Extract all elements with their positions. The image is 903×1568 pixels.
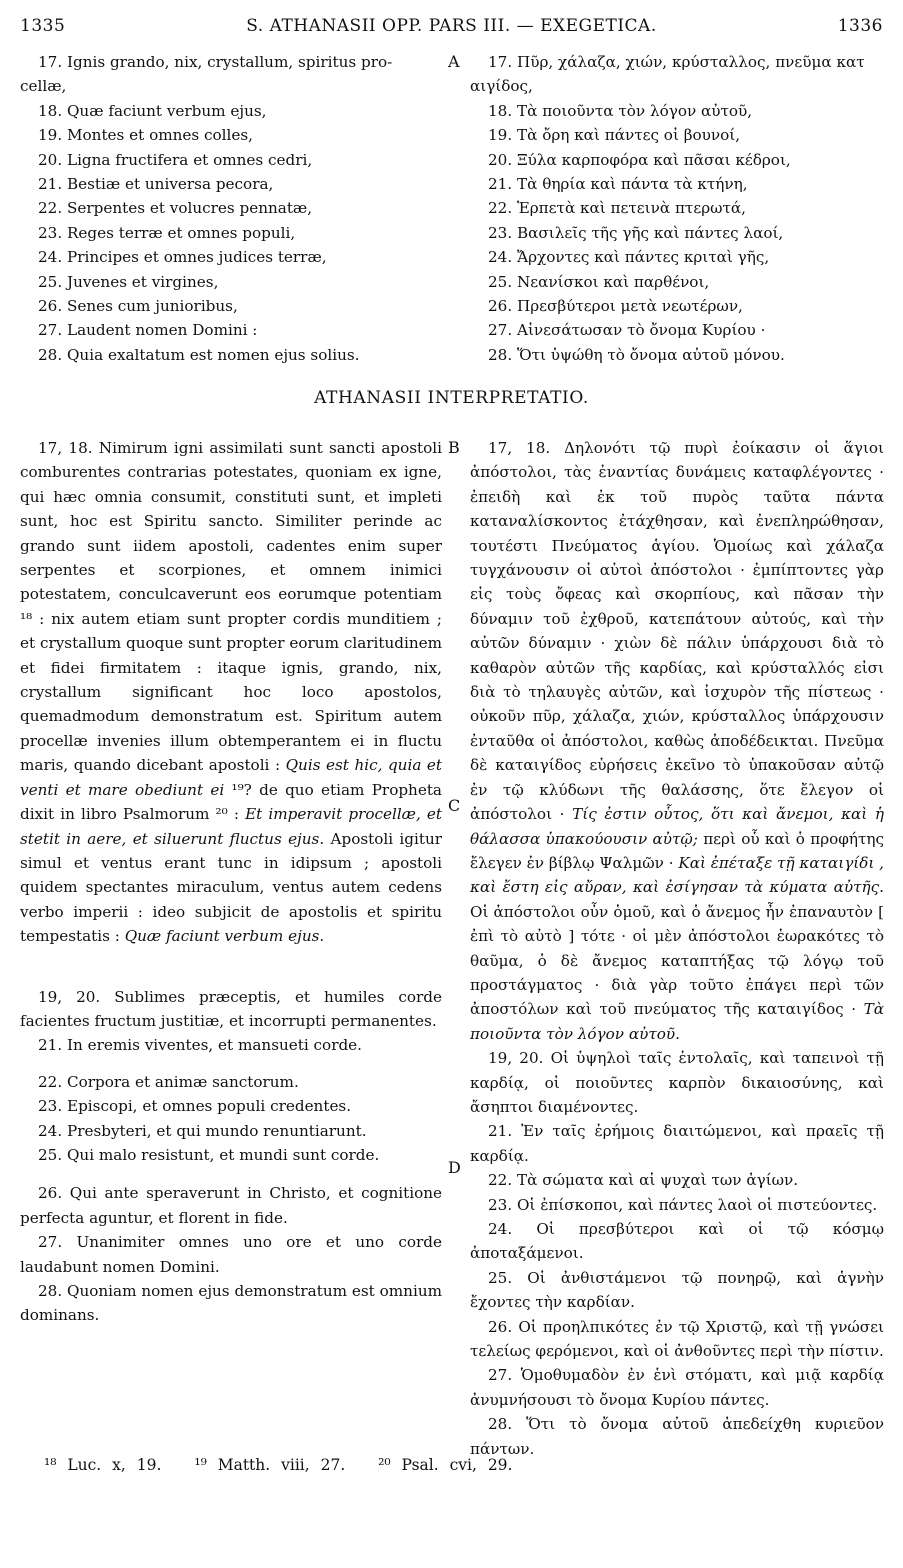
verse-reference: 17, 18. <box>38 439 93 457</box>
quoted-scripture: Quis est hic, quia et venti et mare obediunt ei <box>20 756 442 799</box>
psalm-latin-column <box>20 50 442 367</box>
section-title: ATHANASII INTERPRETATIO. <box>314 388 589 408</box>
psalm-verse-line: 25. Νεανίσκοι καὶ παρθένοι, <box>488 272 710 291</box>
psalm-verse-line: 28. Quia exaltatum est nomen ejus solius. <box>38 345 360 364</box>
psalm-verse-line: 28. Ὅτι ὑψώθη τὸ ὄνομα αὐτοῦ μόνου. <box>488 345 785 364</box>
verse-reference: 27. <box>488 1366 513 1385</box>
header-title: S. ATHANASII OPP. PARS III. — EXEGETICA. <box>246 16 657 36</box>
interpretation-paragraph <box>470 1217 884 1266</box>
interpretation-paragraph <box>20 1279 442 1328</box>
psalm-verse-line: 23. Βασιλεῖς τῆς γῆς καὶ πάντες λαοί, <box>488 223 784 242</box>
psalm-verse-line: 27. Laudent nomen Domini : <box>38 321 258 340</box>
commentary-text: Οἱ ἐπίσκοποι, καὶ πάντες λαοὶ οἱ πιστεύοντες. <box>512 1195 878 1214</box>
commentary-text: Unanimiter omnes uno ore et uno corde laudabunt nomen Domini. <box>20 1233 442 1276</box>
page-number-left: 1335 <box>20 16 66 36</box>
psalm-verse-line: 24. Ἄρχοντες καὶ πάντες κριταὶ γῆς, <box>488 248 770 267</box>
verse-reference: 24. <box>38 1121 63 1140</box>
interpretation-paragraph <box>470 1315 884 1364</box>
interpretation-paragraph <box>20 985 442 1034</box>
verse-reference: 22. <box>488 1171 513 1190</box>
verse-reference: 26. <box>38 1184 63 1203</box>
commentary-text: Quoniam nomen ejus demonstratum est omnium dominans. <box>20 1282 442 1325</box>
verse-reference: 28. <box>488 1415 513 1434</box>
commentary-text: Qui ante speraverunt in Christo, et cognitione perfecta aguntur, et florent in fide. <box>20 1184 442 1227</box>
verse-reference: 17, 18. <box>488 439 551 457</box>
commentary-text: In eremis viventes, et mansueti corde. <box>62 1036 362 1055</box>
psalm-verse-line: 17. Ignis grando, nix, crystallum, spiritus pro- <box>38 53 393 71</box>
interpretation-paragraph <box>20 1070 442 1094</box>
commentary-text: Ἐν ταῖς ἐρήμοις διαιτώμενοι, καὶ πραεῖς τῇ καρδίᾳ. <box>470 1122 884 1165</box>
psalm-verse-line: 19. Montes et omnes colles, <box>38 126 253 145</box>
psalm-verse-line: 18. Quæ faciunt verbum ejus, <box>38 101 267 120</box>
psalm-verse-line: 22. Ἑρπετὰ καὶ πετεινὰ πτερωτά, <box>488 199 746 218</box>
psalm-verse-line: 22. Serpentes et volucres pennatæ, <box>38 199 313 218</box>
verse-reference: 21. <box>38 1036 63 1055</box>
psalm-verse-line: 24. Principes et omnes judices terræ, <box>38 248 327 267</box>
psalm-verse-line: 27. Αἰνεσάτωσαν τὸ ὄνομα Κυρίου · <box>488 321 766 340</box>
verse-reference: 23. <box>38 1097 63 1116</box>
commentary-text: ¹⁸ <box>20 609 33 628</box>
psalm-verse-line: 21. Τὰ θηρία καὶ πάντα τὰ κτήνη, <box>488 175 748 194</box>
interpretation-latin-column <box>20 436 442 1328</box>
interpretation-paragraph <box>470 1119 884 1168</box>
quoted-scripture: Καὶ ἐπέταξε τῇ καταιγίδι , καὶ ἔστη εἰς αὔραν, καὶ ἐσίγησαν τὰ κύματα αὐτῆς. <box>470 853 885 897</box>
commentary-text: Episcopi, et omnes populi credentes. <box>62 1097 352 1116</box>
page-number-right: 1336 <box>837 16 883 36</box>
commentary-text: Nimirum igni assimilati sunt sancti apostoli comburentes contrarias potestates, quoniam ex igne, qui hæc omnia consumit, constituti sunt, et impleti sunt, hoc est Spiritu sancto. Similiter perinde ac grando sunt iidem apostoli, cadentes enim super serpentes et scorpiones, et omnem inimici potestatem, conculcaverunt eos eorumque potentiam <box>20 439 442 604</box>
commentary-text: Apostoli igitur simul et ventus erant tunc in idipsum ; apostoli quidem spectantes miraculum, ventus autem cedens verbo imperii : ideo subjicit de apostolis et spiritu tempestatis : <box>20 829 442 946</box>
verse-reference: 19, 20. <box>488 1049 544 1068</box>
quoted-scripture: Et imperavit procellæ, et stetit in aere, et siluerunt fluctus ejus. <box>20 805 442 848</box>
interpretation-paragraph <box>20 436 442 949</box>
verse-reference: 24. <box>488 1220 513 1238</box>
commentary-text: Qui malo resistunt, et mundi sunt corde. <box>62 1145 380 1164</box>
interpretation-paragraph <box>470 436 884 1046</box>
interpretation-paragraph <box>20 1143 442 1167</box>
interpretation-paragraph <box>20 1094 442 1118</box>
commentary-text: Ὁμοθυμαδὸν ἐν ἑνὶ στόματι, καὶ μιᾷ καρδίᾳ ἀνυμνήσουσι τὸ ὄνομα Κυρίου πάντες. <box>470 1366 884 1409</box>
psalm-verse-line: 26. Senes cum junioribus, <box>38 297 238 316</box>
commentary-text: Corpora et animæ sanctorum. <box>62 1072 299 1091</box>
psalm-verse-line: cellæ, <box>20 77 67 96</box>
margin-mark-c: C <box>448 796 461 815</box>
verse-reference: 21. <box>488 1122 513 1141</box>
verse-reference: 27. <box>38 1233 63 1252</box>
interpretation-paragraph <box>470 1412 884 1461</box>
interpretation-paragraph <box>470 1363 884 1412</box>
verse-reference: 28. <box>38 1282 63 1300</box>
commentary-text: Οἱ ἀπόστολοι οὖν ὁμοῦ, καὶ ὁ ἄνεμος ἦν ἐπαναυτὸν [ ἐπὶ τὸ αὐτὸ ] τότε · οἱ μὲν ἀπόστολοι ἑωρακότες τὸ θαῦμα, ὁ δὲ ἄνεμος καταπτήξας τῷ λόγῳ τοῦ προστάγματος · διὰ γὰρ τοῦτο ἐπάγει περὶ τῶν ἀποστόλων καὶ τοῦ πνεύματος τῆς καταιγίδος · <box>470 902 884 1019</box>
verse-reference: 19, 20. <box>38 987 101 1006</box>
psalm-verse-line: 20. Ligna fructifera et omnes cedri, <box>38 150 313 169</box>
interpretation-paragraph <box>20 1230 442 1279</box>
interpretation-paragraph <box>20 1181 442 1230</box>
psalm-verse-line: αιγίδος, <box>470 77 533 96</box>
verse-reference: 23. <box>488 1195 513 1214</box>
interpretation-paragraph <box>470 1046 884 1119</box>
margin-mark-b: B <box>448 438 460 457</box>
commentary-text: Sublimes præceptis, et humiles corde facientes fructum justitiæ, et incorrupti permanentes. <box>20 987 442 1030</box>
margin-mark-a: A <box>448 52 460 71</box>
commentary-text: Οἱ πρεσβύτεροι καὶ οἱ τῷ κόσμῳ ἀποταξάμενοι. <box>470 1220 884 1263</box>
quoted-scripture: Τὰ ποιοῦντα τὸν λόγον αὐτοῦ. <box>470 1000 884 1043</box>
verse-reference: 22. <box>38 1072 63 1091</box>
commentary-text: Οἱ ὑψηλοὶ ταῖς ἐντολαῖς, καὶ ταπεινοὶ τῇ καρδίᾳ, οἱ ποιοῦντες καρπὸν δικαιοσύνης, καὶ ἄσηπτοι διαμένοντες. <box>470 1049 884 1116</box>
interpretation-paragraph <box>470 1266 884 1315</box>
interpretation-paragraph <box>470 1168 884 1192</box>
psalm-verse-line: 21. Bestiæ et universa pecora, <box>38 175 274 194</box>
commentary-text: περὶ οὗ καὶ ὁ προφήτης ἔλεγεν ἐν βίβλῳ Ψαλμῶν · <box>470 829 885 872</box>
commentary-text: Ὅτι τὸ ὄνομα αὐτοῦ ἀπεδείχθη κυριεῦον πάντων. <box>470 1415 884 1458</box>
interpretation-paragraph <box>20 1033 442 1057</box>
commentary-text: : nix autem etiam sunt propter cordis munditiem ; et crystallum quoque sunt propter eorum claritudinem et fidei firmitatem : itaque ignis, grando, nix, crystallum significant hoc loco apostolos, quemadmodum demonstratum est. Spiritum autem procellæ invenies illum obtemperantem ei in fluctu maris, quando dicebant apostoli : <box>20 609 442 775</box>
commentary-text: Οἱ ἀνθιστάμενοι τῷ πονηρῷ, καὶ ἁγνὴν ἔχοντες τὴν καρδίαν. <box>470 1268 884 1312</box>
commentary-text: Presbyteri, et qui mundo renuntiarunt. <box>62 1121 367 1140</box>
verse-reference: 25. <box>488 1268 513 1287</box>
verse-reference: 25. <box>38 1145 63 1164</box>
running-header <box>20 16 883 40</box>
interpretation-greek-column <box>470 436 884 1461</box>
psalm-greek-column <box>470 50 884 367</box>
psalm-verse-line: 23. Reges terræ et omnes populi, <box>38 223 296 242</box>
quoted-scripture: Τίς ἐστιν οὗτος, ὅτι καὶ ἄνεμοι, καὶ ἡ θάλασσα ὑπακούουσιν αὐτῷ; <box>470 805 884 848</box>
footnote-20: ²⁰ Psal. cvi, 29. <box>378 1456 513 1474</box>
psalm-verse-line: 18. Τὰ ποιοῦντα τὸν λόγον αὐτοῦ, <box>488 101 753 120</box>
quoted-scripture: Quæ faciunt verbum ejus. <box>124 927 325 946</box>
psalm-verse-line: 19. Τὰ ὄρη καὶ πάντες οἱ βουνοί, <box>488 126 741 145</box>
interpretation-paragraph <box>470 1193 884 1217</box>
psalm-verse-line: 26. Πρεσβύτεροι μετὰ νεωτέρων, <box>488 297 743 316</box>
footnotes <box>44 1456 534 1474</box>
commentary-text: Οἱ προηλπικότες ἐν τῷ Χριστῷ, καὶ τῇ γνώσει τελείως φερόμενοι, καὶ οἱ ἀνθοῦντες περὶ τὴν πίστιν. <box>470 1317 884 1361</box>
interpretation-paragraph <box>20 1119 442 1143</box>
margin-mark-d: D <box>448 1158 461 1177</box>
commentary-text: Τὰ σώματα καὶ αἱ ψυχαὶ των ἁγίων. <box>512 1171 799 1190</box>
footnote-19: ¹⁹ Matth. viii, 27. <box>194 1456 346 1474</box>
commentary-text: ¹⁹? de quo etiam Propheta dixit in libro Psalmorum ²⁰ : <box>20 780 442 824</box>
verse-reference: 26. <box>488 1317 513 1336</box>
psalm-verse-line: 25. Juvenes et virgines, <box>38 272 219 291</box>
psalm-verse-line: 17. Πῦρ, χάλαζα, χιών, κρύσταλλος, πνεῦμα κατ <box>488 53 865 71</box>
footnote-18: ¹⁸ Luc. x, 19. <box>44 1456 162 1474</box>
commentary-text: Δηλονότι τῷ πυρὶ ἐοίκασιν οἱ ἅγιοι ἀπόστολοι, τὰς ἐναντίας δυνάμεις καταφλέγοντες · ἐπειδὴ καὶ ἐκ τοῦ πυρὸς ταῦτα πάντα καταναλίσκοντος ἐτάχθησαν, καὶ ἐνεπληρώθησαν, τουτέστι Πνεύματος ἁγίου. Ὁμοίως καὶ χάλαζα τυγχάνουσιν οἱ αὐτοὶ ἀπόστολοι · ἐμπίπτοντες γὰρ εἰς τοὺς ὄφεας καὶ σκορπίους, καὶ πᾶσαν τὴν δύναμιν τοῦ ἐχθροῦ, κατεπάτουν αὐτούς, καὶ τὴν αὐτῶν δύναμιν · χιὼν δὲ πάλιν ὑπάρχουσι διὰ τὸ καθαρὸν αὐτῶν τῆς καρδίας, καὶ κρύσταλλός εἰσι διὰ τὸ τηλαυγὲς αὐτῶν, καὶ ἰσχυρὸν τῆς πίστεως · οὐκοῦν πῦρ, χάλαζα, χιών, κρύσταλλος ὑπάρχουσιν ἐνταῦθα οἱ ἀπόστολοι, καθὼς ἀποδέδεικται. Πνεῦμα δὲ καταιγίδος εὑρήσεις ἐκεῖνο τὸ ὑπακοῦσαν αὐτῷ ἐν τῷ κλύδωνι τῆς θαλάσσης, ὅτε ἔλεγον οἱ ἀπόστολοι · <box>470 439 884 824</box>
psalm-verse-line: 20. Ξύλα καρποφόρα καὶ πᾶσαι κέδροι, <box>488 150 791 169</box>
